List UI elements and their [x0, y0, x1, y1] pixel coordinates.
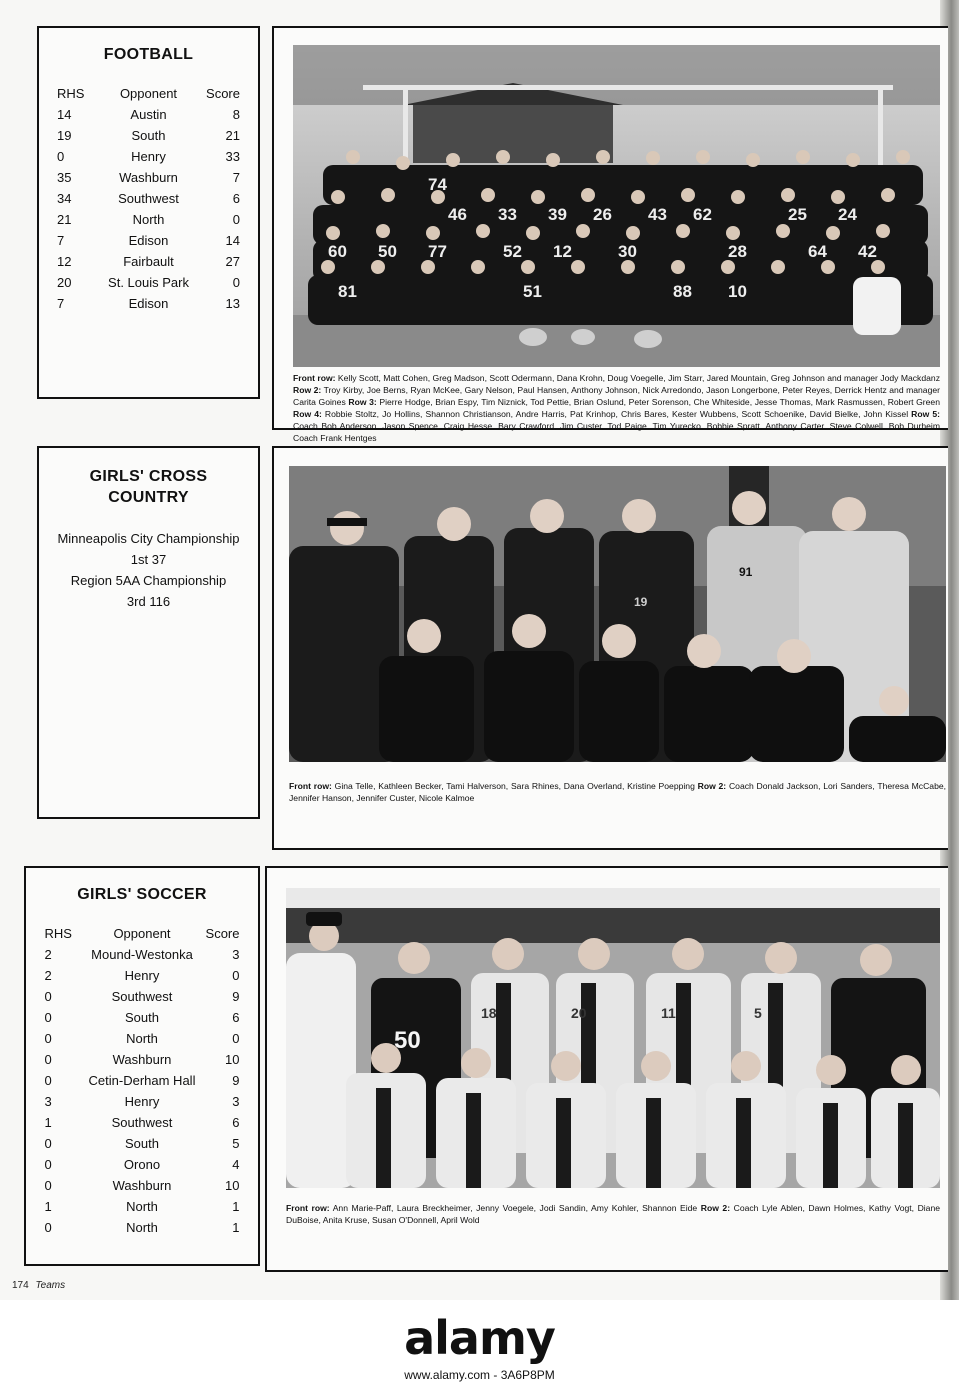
header-opponent: Opponent — [119, 86, 178, 101]
rhs-score: 1 — [44, 1115, 52, 1130]
jersey-number: 25 — [788, 205, 807, 224]
cc-result-line: 1st 37 — [130, 552, 167, 567]
opponent-score: 0 — [232, 1031, 240, 1046]
jersey-number: 81 — [338, 282, 357, 301]
opponent-score: 6 — [232, 1115, 240, 1130]
rhs-score: 0 — [57, 149, 65, 164]
opponent-score: 5 — [232, 1136, 240, 1151]
score-row — [45, 944, 240, 965]
jersey-number: 77 — [428, 242, 447, 261]
page-number: 174 — [12, 1280, 29, 1291]
score-row — [57, 146, 240, 167]
cross-country-box — [37, 446, 260, 819]
jersey-number: 33 — [498, 205, 517, 224]
jersey-number: 24 — [838, 205, 857, 224]
caption-row2-label: Row 2: — [700, 1203, 731, 1213]
rhs-score: 2 — [44, 947, 52, 962]
cross-country-results — [39, 528, 258, 612]
rhs-score: 0 — [44, 1157, 52, 1172]
score-row — [45, 1049, 240, 1070]
jersey-number: 11 — [661, 1005, 676, 1021]
football-photo-frame — [272, 26, 948, 443]
opponent-score: 0 — [232, 212, 240, 227]
opponent-score: 8 — [232, 107, 240, 122]
caption-row2: Coach Lyle Ablen, Dawn Holmes, Kathy Vogt, Diane DuBoise, Anita Kruse, Susan O'Donnell, April Wold — [286, 1203, 941, 1225]
score-row — [57, 230, 240, 251]
cc-result-line: 3rd 116 — [126, 594, 171, 609]
opponent-name: Mound-Westonka — [91, 947, 193, 962]
rhs-score: 0 — [44, 1136, 52, 1151]
rhs-score: 0 — [44, 1178, 52, 1193]
jersey-number: 46 — [448, 205, 467, 224]
opponent-name: Southwest — [118, 191, 179, 206]
jersey-number: 60 — [328, 242, 347, 261]
score-row — [57, 293, 240, 314]
score-row — [57, 272, 240, 293]
opponent-name: Washburn — [112, 1052, 172, 1067]
football-team-photo — [293, 45, 940, 367]
score-row — [57, 251, 240, 272]
header-rhs: RHS — [44, 926, 72, 941]
soccer-title: GIRLS' SOCCER — [77, 886, 207, 903]
score-row — [45, 965, 240, 986]
jersey-number: 43 — [648, 205, 667, 224]
caption-front-row: Gina Telle, Kathleen Becker, Tami Halverson, Sara Rhines, Dana Overland, Kristine Poepping — [331, 781, 698, 791]
header-opponent: Opponent — [113, 926, 171, 941]
rhs-score: 0 — [44, 989, 52, 1004]
jersey-number: 62 — [693, 205, 712, 224]
jersey-number: 18 — [481, 1005, 497, 1021]
rhs-score: 7 — [57, 233, 65, 248]
opponent-score: 3 — [232, 1094, 240, 1109]
football-caption — [293, 372, 940, 444]
opponent-name: Henry — [124, 1094, 160, 1109]
jersey-number: 20 — [571, 1005, 587, 1021]
opponent-name: Orono — [123, 1157, 161, 1172]
caption-front-row-label: Front row: — [289, 781, 332, 791]
score-row — [45, 1133, 240, 1154]
table-header-row — [45, 923, 240, 944]
jersey-number: 39 — [548, 205, 567, 224]
page-footer — [12, 1280, 65, 1291]
opponent-name: Austin — [130, 107, 167, 122]
football-scores-box — [37, 26, 260, 399]
header-score: Score — [206, 86, 240, 101]
caption-row3-label: Row 3: — [348, 397, 377, 407]
table-header-row — [57, 83, 240, 104]
jersey-number: 74 — [428, 175, 447, 194]
caption-row5-label: Row 5: — [911, 409, 941, 419]
caption-row4-label: Row 4: — [293, 409, 322, 419]
opponent-name: South — [131, 128, 166, 143]
jersey-number: 12 — [553, 242, 572, 261]
watermark-banner — [0, 1300, 959, 1390]
caption-row2-label: Row 2: — [293, 385, 322, 395]
score-row — [45, 1175, 240, 1196]
caption-row5: Coach Bob Anderson, Jason Spence, Craig Hesse, Bary Crawford, Jim Custer, Tod Paige, Tim Yurecko, Bobbie Spratt, Anthony Carter, Steve Colwell, Bob Durheim Coach Frank Hentges — [293, 421, 940, 443]
caption-front-row-label: Front row: — [286, 1203, 330, 1213]
jersey-number: 42 — [858, 242, 877, 261]
football-photo-image — [293, 45, 940, 367]
score-row — [57, 167, 240, 188]
soccer-scores-table — [45, 923, 240, 1238]
rhs-score: 1 — [44, 1199, 52, 1214]
caption-row3: Pierre Hodge, Brian Espy, Tim Niznick, Tod Pettie, Brian Oslund, Peter Sorenson, Che Whiteside, Jesse Thomas, Mark Rasmussen, Robert Green — [376, 397, 940, 407]
caption-front-row: Kelly Scott, Matt Cohen, Greg Madson, Scott Odermann, Dana Krohn, Doug Voegelle, Jim Starr, Jared Mountain, Greg Johnson and manager Jody Mackdanz — [335, 373, 940, 383]
opponent-name: North — [126, 1199, 158, 1214]
rhs-score: 12 — [57, 254, 72, 269]
rhs-score: 19 — [57, 128, 72, 143]
cc-result-line: Region 5AA Championship — [70, 573, 227, 588]
rhs-score: 0 — [44, 1220, 52, 1235]
jersey-number: 30 — [618, 242, 637, 261]
football-title: FOOTBALL — [103, 46, 194, 63]
caption-front-row: Ann Marie-Paff, Laura Breckheimer, Jenny Voegele, Jodi Sandin, Amy Kohler, Shannon Eide — [329, 1203, 701, 1213]
opponent-score: 10 — [225, 1052, 240, 1067]
opponent-name: St. Louis Park — [108, 275, 189, 290]
soccer-scores-box — [24, 866, 260, 1266]
soccer-photo-image — [286, 888, 940, 1188]
opponent-score: 33 — [225, 149, 240, 164]
soccer-photo-frame — [265, 866, 948, 1272]
rhs-score: 0 — [44, 1073, 52, 1088]
opponent-name: North — [126, 1031, 158, 1046]
score-row — [57, 104, 240, 125]
rhs-score: 34 — [57, 191, 72, 206]
header-rhs: RHS — [57, 86, 85, 101]
opponent-score: 1 — [232, 1220, 240, 1235]
score-row — [45, 1112, 240, 1133]
rhs-score: 35 — [57, 170, 72, 185]
jersey-number: 50 — [394, 1027, 421, 1054]
opponent-score: 27 — [225, 254, 240, 269]
section-name: Teams — [35, 1280, 66, 1291]
opponent-name: Washburn — [112, 1178, 172, 1193]
cross-country-title-line2: COUNTRY — [108, 489, 189, 506]
opponent-score: 9 — [232, 989, 240, 1004]
caption-row4: Robbie Stoltz, Jo Hollins, Shannon Christianson, Andre Harris, Pat Krinhop, Chris Bares, Kester Wubbens, Scott Schoenike, David Bielke, John Kissel — [321, 409, 912, 419]
header-score: Score — [205, 926, 240, 941]
opponent-name: Cetin-Derham Hall — [88, 1073, 196, 1088]
rhs-score: 14 — [57, 107, 72, 122]
jersey-number: 64 — [808, 242, 827, 261]
score-row — [57, 125, 240, 146]
score-row — [45, 1028, 240, 1049]
rhs-score: 0 — [44, 1031, 52, 1046]
opponent-name: North — [126, 1220, 158, 1235]
opponent-score: 21 — [225, 128, 240, 143]
score-row — [45, 1070, 240, 1091]
caption-front-row-label: Front row: — [293, 373, 336, 383]
rhs-score: 0 — [44, 1052, 52, 1067]
opponent-name: South — [125, 1010, 159, 1025]
score-row — [45, 1091, 240, 1112]
jersey-number: 10 — [728, 282, 747, 301]
rhs-score: 3 — [44, 1094, 52, 1109]
opponent-name: Henry — [124, 968, 160, 983]
rhs-score: 20 — [57, 275, 72, 290]
jersey-number: 52 — [503, 242, 522, 261]
rhs-score: 2 — [44, 968, 52, 983]
opponent-score: 3 — [232, 947, 240, 962]
opponent-score: 14 — [225, 233, 240, 248]
rhs-score: 7 — [57, 296, 65, 311]
opponent-score: 1 — [232, 1199, 240, 1214]
jersey-number: 26 — [593, 205, 612, 224]
caption-row2-label: Row 2: — [697, 781, 727, 791]
rhs-score: 21 — [57, 212, 72, 227]
score-row — [45, 1217, 240, 1238]
opponent-score: 4 — [232, 1157, 240, 1172]
watermark-brand: alamy — [404, 1311, 555, 1365]
opponent-name: Southwest — [111, 989, 173, 1004]
opponent-score: 6 — [232, 191, 240, 206]
opponent-score: 0 — [232, 275, 240, 290]
football-scores-table — [57, 83, 240, 314]
jersey-number: 51 — [523, 282, 542, 301]
rhs-score: 0 — [44, 1010, 52, 1025]
opponent-score: 13 — [225, 296, 240, 311]
soccer-caption — [286, 1202, 940, 1226]
opponent-score: 9 — [232, 1073, 240, 1088]
score-row — [57, 209, 240, 230]
opponent-name: Washburn — [119, 170, 178, 185]
score-row — [45, 1154, 240, 1175]
jersey-number: 50 — [378, 242, 397, 261]
jersey-number: 88 — [673, 282, 692, 301]
cross-country-team-photo — [289, 466, 946, 762]
opponent-name: Fairbault — [123, 254, 174, 269]
score-row — [45, 1007, 240, 1028]
jersey-number: 91 — [739, 565, 753, 579]
score-row — [57, 188, 240, 209]
opponent-name: South — [125, 1136, 159, 1151]
score-row — [45, 1196, 240, 1217]
opponent-score: 10 — [225, 1178, 240, 1193]
opponent-score: 7 — [232, 170, 240, 185]
cross-country-photo-image — [289, 466, 946, 762]
opponent-name: North — [132, 212, 165, 227]
opponent-name: Henry — [131, 149, 166, 164]
cc-result-line: Minneapolis City Championship — [57, 531, 240, 546]
opponent-score: 6 — [232, 1010, 240, 1025]
caption-row2: Troy Kirby, Joe Berns, Ryan McKee, Gary Nelson, Paul Hansen, Anthony Johnson, Nick Arredondo, Jason Longerbone, Peter Reyes, Derrick Hentz and manager Carita Goines — [293, 385, 940, 407]
jersey-number: 28 — [728, 242, 747, 261]
cross-country-title-line1: GIRLS' CROSS — [89, 468, 208, 485]
opponent-name: Edison — [128, 233, 169, 248]
jersey-number: 5 — [754, 1005, 762, 1021]
watermark-image-id: www.alamy.com - 3A6P8PM — [404, 1368, 555, 1382]
opponent-name: Edison — [128, 296, 169, 311]
cross-country-photo-frame — [272, 446, 948, 850]
soccer-team-photo — [286, 888, 940, 1188]
score-row — [45, 986, 240, 1007]
opponent-name: Southwest — [111, 1115, 173, 1130]
caption-row2: Coach Donald Jackson, Lori Sanders, Theresa McCabe, Jennifer Hanson, Jennifer Custer, Nicole Kalmoe — [289, 781, 947, 803]
cross-country-title — [39, 466, 258, 508]
jersey-number: 19 — [634, 595, 648, 609]
cross-country-caption — [289, 780, 946, 804]
opponent-score: 0 — [232, 968, 240, 983]
